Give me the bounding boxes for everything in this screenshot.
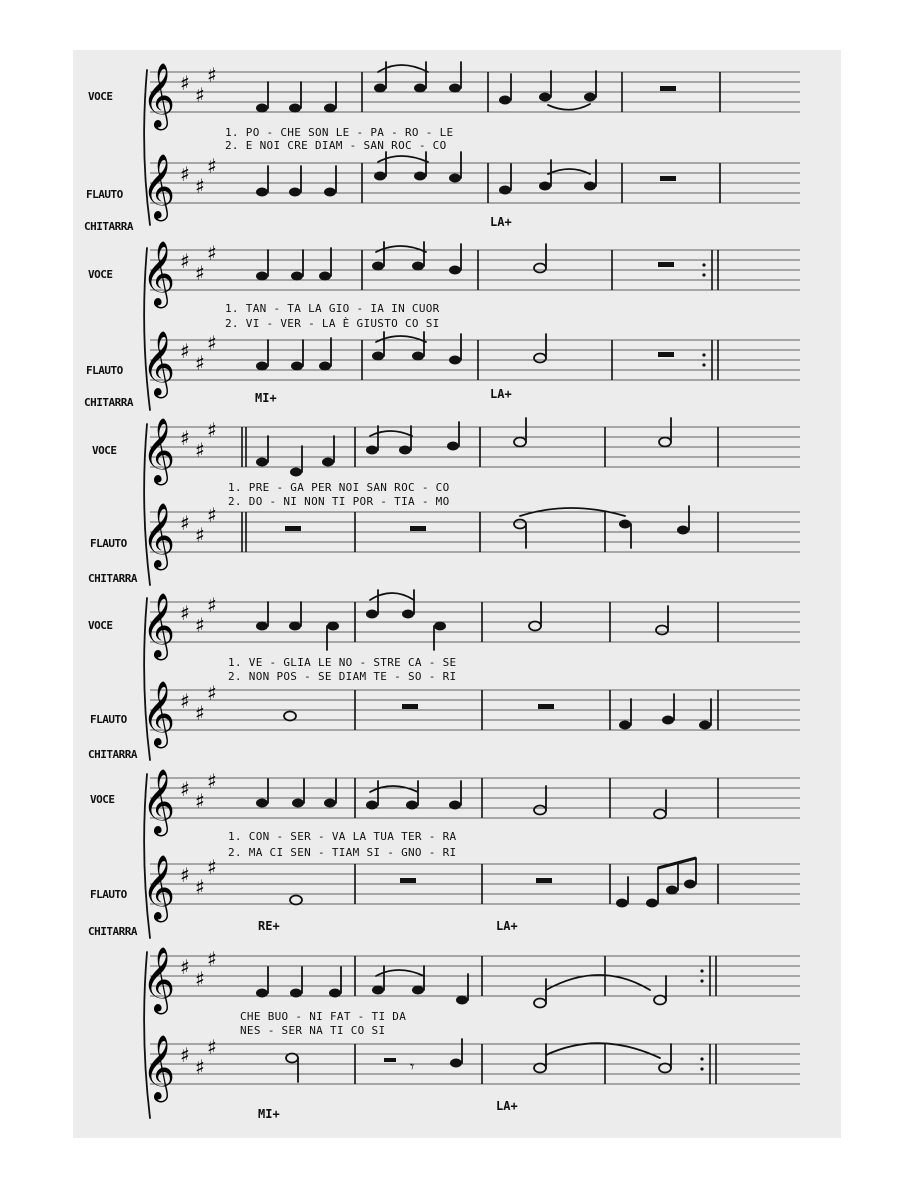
note xyxy=(291,340,303,371)
note xyxy=(449,152,461,183)
instrument-label-chitarra: CHITARRA xyxy=(84,220,133,233)
treble-clef-icon: 𝄞 xyxy=(142,681,176,746)
sharp-icon: ♯ xyxy=(195,613,205,637)
tie xyxy=(548,104,590,110)
staff-voce xyxy=(142,418,800,485)
lyric-line-2: NES - SER NA TI CO SI xyxy=(240,1024,386,1037)
tie xyxy=(546,975,650,990)
note xyxy=(256,779,268,808)
system-6 xyxy=(142,947,800,1121)
note xyxy=(291,250,303,281)
note xyxy=(412,242,424,271)
instrument-label-flauto: FLAUTO xyxy=(86,364,123,377)
sharp-icon: ♯ xyxy=(195,967,205,991)
note xyxy=(449,62,461,93)
note xyxy=(366,426,378,455)
treble-clef-icon: 𝄞 xyxy=(142,331,176,396)
sharp-icon: ♯ xyxy=(195,438,205,462)
rest-icon xyxy=(658,352,674,357)
repeat-dot xyxy=(700,969,703,972)
note xyxy=(366,590,378,619)
note xyxy=(284,712,296,721)
note xyxy=(449,781,461,810)
sharp-icon: ♯ xyxy=(195,351,205,375)
sharp-icon: ♯ xyxy=(180,339,190,363)
note xyxy=(534,334,546,363)
note xyxy=(324,779,336,808)
note xyxy=(322,436,334,467)
note xyxy=(372,242,384,271)
lyric-line-2: 2. VI - VER - LA È GIUSTO CO SI xyxy=(225,317,440,330)
repeat-dot xyxy=(700,1067,703,1070)
note xyxy=(327,622,339,651)
sharp-icon: ♯ xyxy=(207,63,217,87)
note xyxy=(656,606,668,635)
staff-voce xyxy=(142,769,800,836)
chord-symbol: MI+ xyxy=(255,391,277,405)
note xyxy=(372,966,384,995)
staff-flauto xyxy=(142,1035,800,1102)
sharp-icon: ♯ xyxy=(207,241,217,265)
instrument-label-chitarra: CHITARRA xyxy=(88,925,137,938)
sharp-icon: ♯ xyxy=(207,331,217,355)
note xyxy=(329,967,341,998)
note xyxy=(290,446,302,477)
note xyxy=(619,520,631,549)
sharp-icon: ♯ xyxy=(195,1055,205,1079)
note xyxy=(434,622,446,651)
instrument-label-chitarra: CHITARRA xyxy=(88,748,137,761)
note xyxy=(534,244,546,273)
instrument-label-flauto: FLAUTO xyxy=(86,188,123,201)
treble-clef-icon: 𝄞 xyxy=(142,241,176,306)
rest-icon xyxy=(400,878,416,883)
sharp-icon: ♯ xyxy=(207,1035,217,1059)
sharp-icon: ♯ xyxy=(207,855,217,879)
chord-symbol: RE+ xyxy=(258,919,280,933)
chord-symbol: MI+ xyxy=(258,1107,280,1121)
sharp-icon: ♯ xyxy=(207,593,217,617)
sharp-icon: ♯ xyxy=(207,418,217,442)
sharp-icon: ♯ xyxy=(195,701,205,725)
note xyxy=(374,152,386,181)
treble-clef-icon: 𝄞 xyxy=(142,855,176,920)
treble-clef-icon: 𝄞 xyxy=(142,1035,176,1100)
lyric-line-2: 2. DO - NI NON TI POR - TIA - MO xyxy=(228,495,450,508)
note xyxy=(319,248,331,281)
repeat-dot xyxy=(700,979,703,982)
note xyxy=(539,160,551,191)
rest-icon xyxy=(384,1058,396,1062)
sharp-icon: ♯ xyxy=(195,875,205,899)
note xyxy=(256,340,268,371)
note xyxy=(256,602,268,631)
tie xyxy=(546,1043,660,1058)
repeat-dot xyxy=(700,1057,703,1060)
sharp-icon: ♯ xyxy=(180,511,190,535)
sharp-icon: ♯ xyxy=(180,162,190,186)
slur xyxy=(370,593,414,600)
note xyxy=(539,71,551,102)
instrument-label-flauto: FLAUTO xyxy=(90,713,127,726)
treble-clef-icon: 𝄞 xyxy=(142,947,176,1012)
beam xyxy=(658,858,696,868)
rest-icon xyxy=(658,262,674,267)
note xyxy=(499,74,511,105)
sharp-icon: ♯ xyxy=(195,523,205,547)
lyric-line-1: CHE BUO - NI FAT - TI DA xyxy=(240,1010,407,1023)
sharp-icon: ♯ xyxy=(207,154,217,178)
system-2 xyxy=(84,241,800,410)
rest-icon xyxy=(410,526,426,531)
sharp-icon: ♯ xyxy=(180,863,190,887)
sharp-icon: ♯ xyxy=(180,1043,190,1067)
note xyxy=(406,781,418,810)
instrument-label-flauto: FLAUTO xyxy=(90,888,127,901)
instrument-label-chitarra: CHITARRA xyxy=(88,572,137,585)
note xyxy=(534,786,546,815)
treble-clef-icon: 𝄞 xyxy=(142,769,176,834)
note xyxy=(256,967,268,998)
note xyxy=(286,1054,298,1083)
note xyxy=(534,1044,546,1073)
treble-clef-icon: 𝄞 xyxy=(142,503,176,568)
rest-icon xyxy=(660,176,676,181)
note xyxy=(289,602,301,631)
note xyxy=(324,166,336,197)
slur xyxy=(370,431,412,436)
repeat-dot xyxy=(702,353,705,356)
repeat-dot xyxy=(702,273,705,276)
repeat-dot xyxy=(702,263,705,266)
sharp-icon: ♯ xyxy=(207,681,217,705)
sharp-icon: ♯ xyxy=(180,426,190,450)
sharp-icon: ♯ xyxy=(195,174,205,198)
lyric-line-1: 1. PO - CHE SON LE - PA - RO - LE xyxy=(225,126,454,139)
instrument-label-voce: VOCE xyxy=(88,90,113,103)
chord-symbol: LA+ xyxy=(496,1099,518,1113)
instrument-label-chitarra: CHITARRA xyxy=(84,396,133,409)
note xyxy=(374,62,386,93)
note xyxy=(290,896,302,905)
repeat-dot xyxy=(702,363,705,366)
note xyxy=(256,250,268,281)
treble-clef-icon: 𝄞 xyxy=(142,418,176,483)
note xyxy=(616,877,628,908)
rest-icon xyxy=(536,878,552,883)
sharp-icon: ♯ xyxy=(195,789,205,813)
staff-flauto xyxy=(142,855,800,922)
sharp-icon: ♯ xyxy=(207,947,217,971)
note xyxy=(659,418,671,447)
instrument-label-voce: VOCE xyxy=(90,793,115,806)
treble-clef-icon: 𝄞 xyxy=(142,63,176,128)
lyric-line-2: 2. MA CI SEN - TIAM SI - GNO - RI xyxy=(228,846,457,859)
lyric-line-1: 1. CON - SER - VA LA TUA TER - RA xyxy=(228,830,457,843)
eighth-rest-icon: 𝄾 xyxy=(410,1057,415,1076)
instrument-label-voce: VOCE xyxy=(92,444,117,457)
sharp-icon: ♯ xyxy=(207,503,217,527)
sharp-icon: ♯ xyxy=(207,769,217,793)
instrument-label-voce: VOCE xyxy=(88,619,113,632)
note xyxy=(534,979,546,1008)
note xyxy=(619,699,631,730)
note xyxy=(399,426,411,455)
lyric-line-1: 1. VE - GLIA LE NO - STRE CA - SE xyxy=(228,656,457,669)
note xyxy=(447,422,459,451)
note xyxy=(449,244,461,275)
note xyxy=(256,82,268,113)
instrument-label-voce: VOCE xyxy=(88,268,113,281)
staff-voce xyxy=(142,62,800,130)
note xyxy=(256,436,268,467)
note xyxy=(256,166,268,197)
sharp-icon: ♯ xyxy=(195,261,205,285)
note xyxy=(584,71,596,102)
note xyxy=(366,781,378,810)
rest-icon xyxy=(285,526,301,531)
note xyxy=(654,976,666,1005)
system-5 xyxy=(88,769,800,938)
note xyxy=(289,166,301,197)
note xyxy=(699,699,711,730)
staff-flauto xyxy=(142,681,800,748)
note xyxy=(684,858,696,889)
note xyxy=(456,974,468,1005)
rest-icon xyxy=(660,86,676,91)
note xyxy=(529,602,541,631)
system-1 xyxy=(84,62,800,233)
staff-voce xyxy=(142,947,800,1014)
sharp-icon: ♯ xyxy=(180,249,190,273)
note xyxy=(372,332,384,361)
sharp-icon: ♯ xyxy=(195,83,205,107)
note xyxy=(514,418,526,447)
treble-clef-icon: 𝄞 xyxy=(142,593,176,658)
note xyxy=(290,967,302,998)
note xyxy=(499,164,511,195)
treble-clef-icon: 𝄞 xyxy=(142,154,176,219)
note xyxy=(412,966,424,995)
note xyxy=(450,1039,462,1068)
note xyxy=(292,779,304,808)
lyric-line-1: 1. PRE - GA PER NOI SAN ROC - CO xyxy=(228,481,450,494)
note xyxy=(662,694,674,725)
note xyxy=(412,332,424,361)
staff-flauto xyxy=(142,503,800,570)
note xyxy=(324,82,336,113)
rest-icon xyxy=(402,704,418,709)
note xyxy=(654,790,666,819)
note xyxy=(514,520,526,549)
lyric-line-2: 2. NON POS - SE DIAM TE - SO - RI xyxy=(228,670,457,683)
note xyxy=(414,152,426,181)
sharp-icon: ♯ xyxy=(180,71,190,95)
lyric-line-2: 2. E NOI CRE DIAM - SAN ROC - CO xyxy=(225,139,447,152)
note xyxy=(677,506,689,535)
note xyxy=(289,82,301,113)
system-3 xyxy=(88,418,800,585)
system-4 xyxy=(88,590,800,761)
sharp-icon: ♯ xyxy=(180,777,190,801)
staff-flauto xyxy=(142,331,800,398)
lyric-line-1: 1. TAN - TA LA GIO - IA IN CUOR xyxy=(225,302,440,315)
note xyxy=(319,338,331,371)
instrument-label-flauto: FLAUTO xyxy=(90,537,127,550)
sharp-icon: ♯ xyxy=(180,955,190,979)
note xyxy=(584,160,596,191)
note xyxy=(666,864,678,895)
rest-icon xyxy=(538,704,554,709)
staff-voce xyxy=(142,590,800,660)
sharp-icon: ♯ xyxy=(180,601,190,625)
chord-symbol: LA+ xyxy=(490,387,512,401)
staff-voce xyxy=(142,241,800,308)
note xyxy=(449,334,461,365)
chord-symbol: LA+ xyxy=(496,919,518,933)
sharp-icon: ♯ xyxy=(180,689,190,713)
staff-flauto xyxy=(142,152,800,221)
chord-symbol: LA+ xyxy=(490,215,512,229)
